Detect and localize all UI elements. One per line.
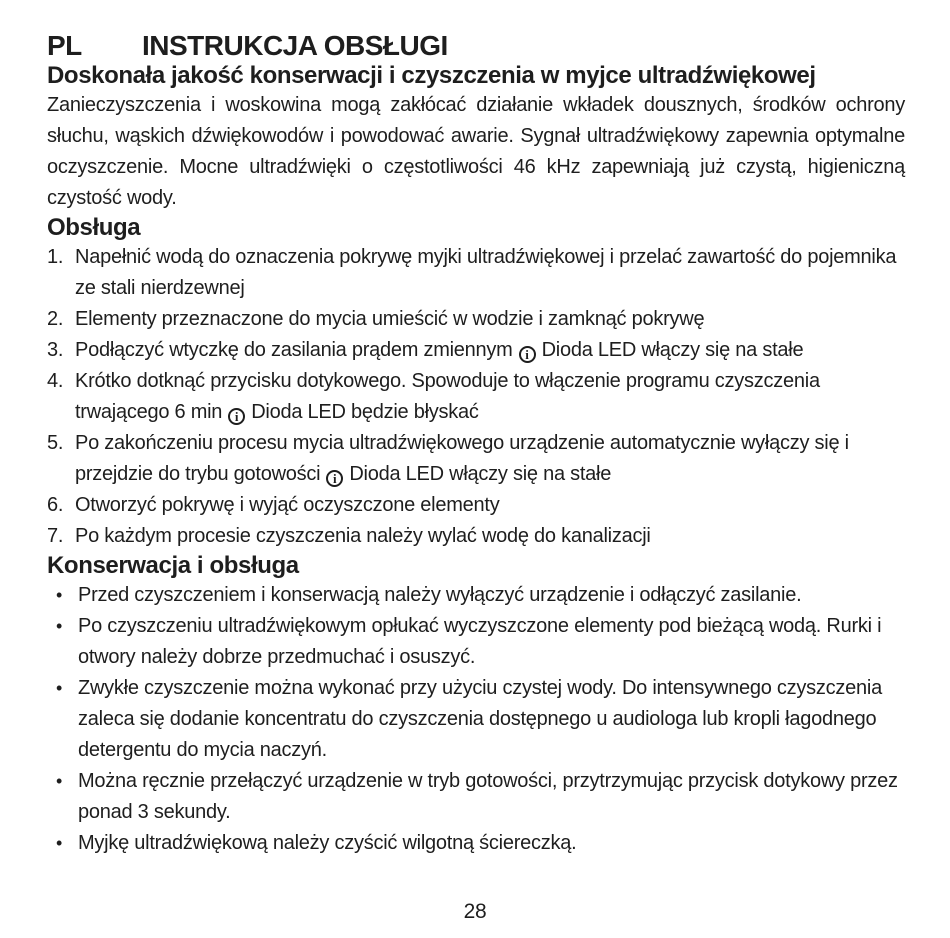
step-text: [75, 366, 905, 428]
bullet-marker: •: [56, 616, 63, 636]
step-text: [75, 242, 905, 304]
maintenance-bullets-list: [47, 580, 905, 859]
operation-heading: Obsługa: [47, 214, 141, 241]
maintenance-bullet-item: [47, 828, 905, 859]
step-text-segment: Podłączyć wtyczkę do zasilania prądem zmiennym: [75, 339, 513, 361]
page-number: 28: [463, 900, 487, 923]
step-text-segment: Po zakończeniu procesu mycia ultradźwiękowego urządzenie automatycznie wyłączy się i przejdzie do trybu gotowości: [75, 432, 849, 485]
language-code: PL: [47, 30, 82, 61]
step-text: [75, 335, 905, 366]
maintenance-bullet-item: [47, 580, 905, 611]
operation-step: [47, 242, 905, 304]
bullet-text: Przed czyszczeniem i konserwacją należy wyłączyć urządzenie i odłączyć zasilanie.: [78, 584, 802, 606]
step-text: [75, 490, 905, 521]
maintenance-bullet-item: [47, 766, 905, 828]
info-icon: [519, 346, 536, 363]
info-icon: [228, 408, 245, 425]
operation-step: [47, 521, 905, 552]
bullet-text: Myjkę ultradźwiękową należy czyścić wilgotną ściereczką.: [78, 832, 577, 854]
step-number: 4.: [47, 370, 64, 392]
doc-header: [47, 30, 905, 62]
step-text-segment: Po każdym procesie czyszczenia należy wylać wodę do kanalizacji: [75, 525, 651, 547]
maintenance-bullet-item: [47, 673, 905, 766]
step-text-segment: Elementy przeznaczone do mycia umieścić w wodzie i zamknąć pokrywę: [75, 308, 705, 330]
operation-step: [47, 490, 905, 521]
bullet-text: Po czyszczeniu ultradźwiękowym opłukać wyczyszczone elementy pod bieżącą wodą. Rurki i otwory należy dobrze przedmuchać i osuszyć.: [78, 615, 882, 668]
maintenance-heading: Konserwacja i obsługa: [47, 552, 299, 579]
step-text: [75, 428, 905, 490]
step-text: [75, 521, 905, 552]
operation-step: [47, 304, 905, 335]
step-text-segment: Otworzyć pokrywę i wyjąć oczyszczone elementy: [75, 494, 500, 516]
step-number: 2.: [47, 308, 64, 330]
intro-heading: Doskonała jakość konserwacji i czyszczenia w myjce ultradźwiękowej: [47, 62, 816, 89]
operation-step: [47, 335, 905, 366]
bullet-marker: •: [56, 833, 63, 853]
step-text-segment: Dioda LED będzie błyskać: [251, 401, 479, 423]
step-number: 6.: [47, 494, 64, 516]
operation-step: [47, 366, 905, 428]
step-text-segment: Napełnić wodą do oznaczenia pokrywę myjki ultradźwiękowej i przelać zawartość do pojemnika ze stali nierdzewnej: [75, 246, 897, 299]
info-icon: [326, 470, 343, 487]
bullet-marker: •: [56, 771, 63, 791]
maintenance-section: [47, 552, 905, 859]
info-icon-glyph: i: [525, 347, 529, 362]
info-icon-glyph: i: [333, 471, 337, 486]
maintenance-bullet-item: [47, 611, 905, 673]
bullet-text: Można ręcznie przełączyć urządzenie w tryb gotowości, przytrzymując przycisk dotykowy przez ponad 3 sekundy.: [78, 770, 898, 823]
page-title: INSTRUKCJA OBSŁUGI: [142, 30, 448, 61]
step-number: 5.: [47, 432, 64, 454]
operation-steps-list: [47, 242, 905, 552]
bullet-text: Zwykłe czyszczenie można wykonać przy użyciu czystej wody. Do intensywnego czyszczenia zaleca się dodanie koncentratu do czyszczenia dostępnego u audiologa lub kropli łagodnego detergentu do mycia naczyń.: [78, 677, 882, 761]
step-text-segment: Dioda LED włączy się na stałe: [349, 463, 612, 485]
step-text-segment: Krótko dotknąć przycisku dotykowego. Spowoduje to włączenie programu czyszczenia trwającego 6 min: [75, 370, 820, 423]
step-text-segment: Dioda LED włączy się na stałe: [541, 339, 804, 361]
operation-step: [47, 428, 905, 490]
intro-paragraph: Zanieczyszczenia i woskowina mogą zakłócać działanie wkładek dousznych, środków ochrony słuchu, wąskich dźwiękowodów i powodować awarie. Sygnał ultradźwiękowy zapewnia optymalne oczyszczenie. Mocne ultradźwięki o częstotliwości 46 kHz zapewniają już czystą, higieniczną czystość wody.: [47, 94, 905, 209]
bullet-marker: •: [56, 585, 63, 605]
intro-section: [47, 62, 905, 214]
step-number: 7.: [47, 525, 64, 547]
step-number: 3.: [47, 339, 64, 361]
info-icon-glyph: i: [234, 409, 239, 424]
step-text: [75, 304, 905, 335]
bullet-marker: •: [56, 678, 63, 698]
step-number: 1.: [47, 246, 64, 268]
doc-footer: [0, 900, 950, 924]
operation-section: [47, 214, 905, 552]
